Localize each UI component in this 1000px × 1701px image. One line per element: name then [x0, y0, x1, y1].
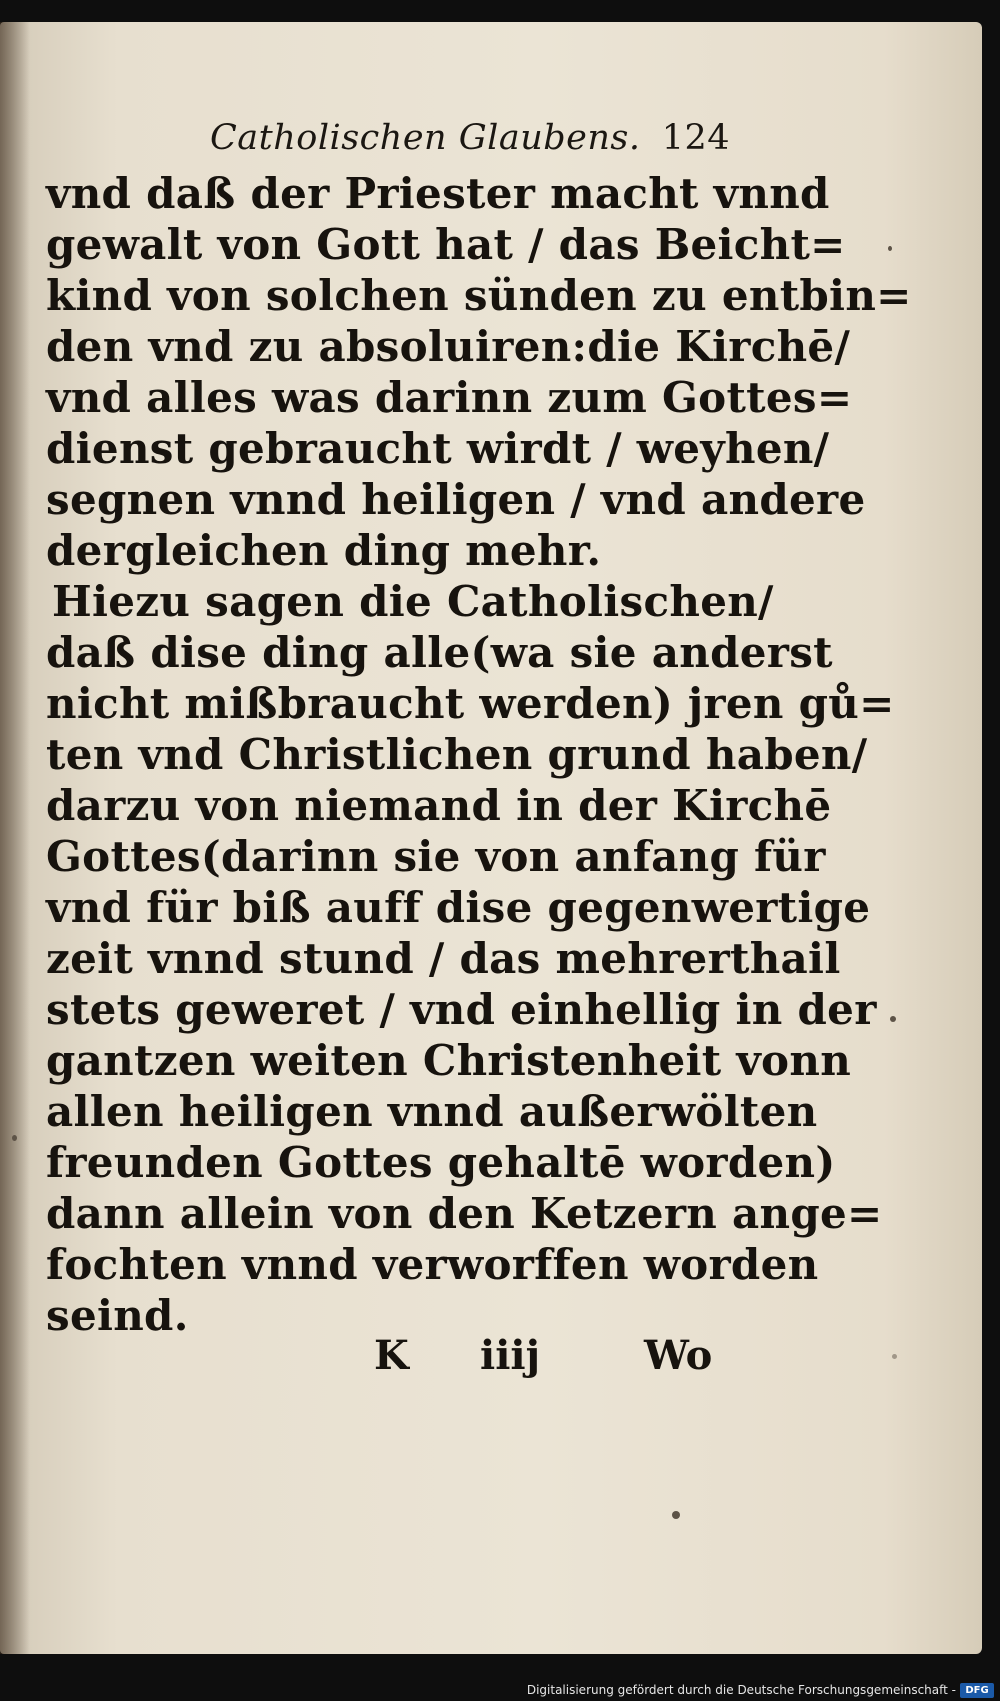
page-header: [46, 118, 736, 168]
text-line: darzu von niemand in der Kirchē: [46, 781, 832, 830]
text-line: Gottes(darinn sie von anfang für: [46, 832, 826, 881]
body-text: [46, 168, 912, 1341]
signature-mark: K: [374, 1332, 409, 1379]
catchword: Wo: [644, 1332, 713, 1379]
text-line: den vnd zu absoluiren:die Kirchē/: [46, 322, 851, 371]
paper-speck: [672, 1511, 680, 1519]
text-line: freunden Gottes gehaltē worden): [46, 1138, 836, 1187]
text-line: dergleichen ding mehr.: [46, 526, 602, 575]
paper-speck: [12, 1135, 17, 1141]
text-line: dienst gebraucht wirdt / weyhen/: [46, 424, 830, 473]
text-line: vnd alles was darinn zum Gottes=: [46, 373, 853, 422]
paper-speck: [892, 1354, 897, 1359]
paper-speck: [888, 246, 892, 251]
text-line: seind.: [46, 1291, 189, 1340]
paper-speck: [890, 1016, 896, 1022]
text-line: gewalt von Gott hat / das Beicht=: [46, 220, 846, 269]
text-line: daß dise ding alle(wa sie anderst: [46, 628, 833, 677]
text-line: zeit vnnd stund / das mehrerthail: [46, 934, 841, 983]
signature-line: [0, 1332, 1000, 1388]
digitization-credit: Digitalisierung gefördert durch die Deutsche Forschungsgemeinschaft -: [526, 1683, 956, 1697]
signature-number: iiij: [480, 1332, 541, 1379]
text-line: vnd für biß auff dise gegenwertige: [46, 883, 871, 932]
text-line: nicht mißbraucht werden) jren gů=: [46, 679, 895, 728]
text-line: segnen vnnd heiligen / vnd andere: [46, 475, 866, 524]
spine-shadow: [0, 22, 30, 1654]
paragraph-start-line: Hiezu sagen die Catholischen/: [52, 577, 774, 626]
text-line: kind von solchen sünden zu entbin=: [46, 271, 912, 320]
running-title: Catholischen Glaubens.: [210, 118, 641, 158]
text-line: ten vnd Christlichen grund haben/: [46, 730, 868, 779]
page-number: 124: [661, 118, 730, 158]
text-line: allen heiligen vnnd außerwölten: [46, 1087, 818, 1136]
dfg-logo: DFG: [960, 1683, 994, 1698]
text-line: gantzen weiten Christenheit vonn: [46, 1036, 852, 1085]
text-line: fochten vnnd verworffen worden: [46, 1240, 819, 1289]
text-line: stets geweret / vnd einhellig in der: [46, 985, 877, 1034]
text-line: vnd daß der Priester macht vnnd: [46, 169, 830, 218]
text-line: dann allein von den Ketzern ange=: [46, 1189, 883, 1238]
